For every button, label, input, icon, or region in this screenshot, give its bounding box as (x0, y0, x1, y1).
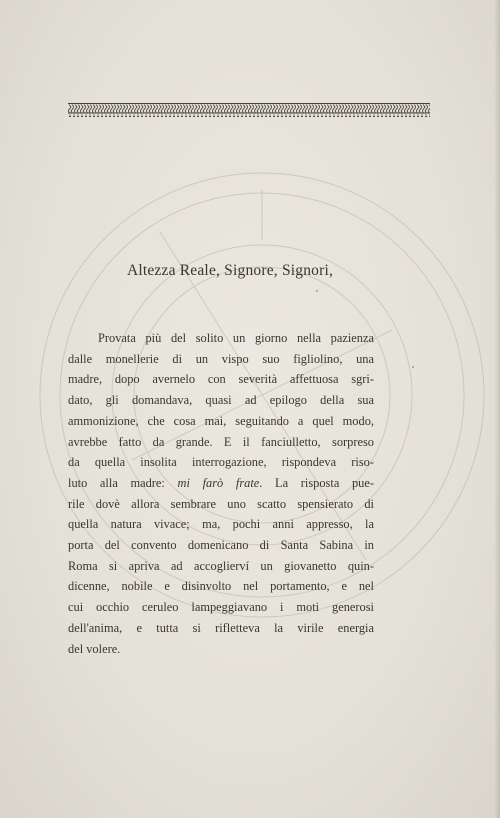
text-line: quella natura vivace; ma, pochi anni appresso, la (68, 517, 374, 532)
text-line: del volere. (68, 641, 121, 656)
text-line: dato, gli domandava, quasi ad epilogo della sua (68, 393, 374, 408)
text-line: da quella insolita interrogazione, rispondeva riso- (68, 455, 374, 470)
text-line: dalle monellerie di un vispo suo figliolino, una (68, 351, 374, 366)
decorative-header-ornament (68, 103, 430, 117)
page-edge-shadow (494, 0, 500, 818)
text-line: porta del convento domenicano di Santa Sabina in (68, 538, 374, 553)
paper-speck (316, 290, 318, 292)
text-run: . La risposta pue- (259, 475, 374, 490)
paper-speck (412, 366, 414, 368)
text-line: dell'anima, e tutta si rifletteva la virile energia (68, 620, 374, 635)
text-line: ammonizione, che cosa mai, seguitando a quel modo, (68, 413, 374, 428)
text-line: dicenne, nobile e disinvolto nel portamento, e nel (68, 579, 374, 594)
text-line: avrebbe fatto da grande. E il fanciulletto, sorpreso (68, 434, 374, 449)
text-line: madre, dopo avernelo con severità affettuosa sgri- (68, 372, 374, 387)
text-line (68, 473, 374, 494)
text-run: luto alla madre: (68, 475, 178, 490)
page-heading: Altezza Reale, Signore, Signori, (126, 262, 334, 279)
text-line: cui occhio ceruleo lampeggiavano i moti generosi (68, 600, 374, 615)
text-line: Roma si apriva ad accoglierví un giovanetto quin- (68, 558, 374, 573)
text-line: rile dovè allora sembrare uno scatto spensierato di (68, 496, 374, 511)
italic-quote: mi farò frate (177, 475, 260, 490)
body-paragraph (68, 328, 374, 659)
text-line: Provata più del solito un giorno nella pazienza (98, 331, 374, 345)
